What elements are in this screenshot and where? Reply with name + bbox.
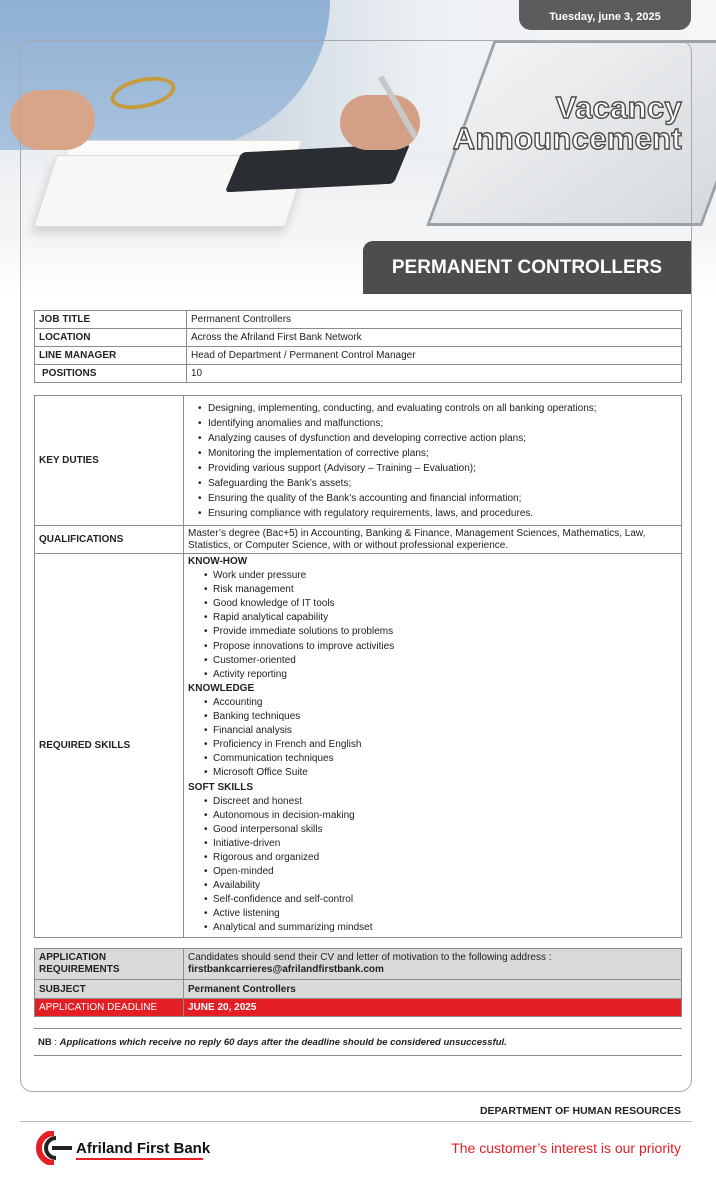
list-item: • Accounting (213, 696, 677, 710)
bank-name: Afriland First Bank (76, 1140, 211, 1157)
table-row (35, 311, 682, 329)
table-row (35, 396, 682, 526)
brand-underline (76, 1158, 203, 1160)
list-item: • Identifying anomalies and malfunctions; (208, 416, 677, 431)
list-item: • Designing, implementing, conducting, and evaluating controls on all banking operations; (208, 401, 677, 416)
list-item: • Good interpersonal skills (213, 823, 677, 837)
table-row (35, 999, 682, 1017)
bank-logo-icon (34, 1131, 74, 1165)
qualifications-label: QUALIFICATIONS (35, 526, 184, 554)
job-banner: PERMANENT CONTROLLERS (363, 241, 691, 294)
row-label: LOCATION (35, 329, 187, 347)
page-title (453, 92, 682, 154)
row-label: LINE MANAGER (35, 347, 187, 365)
list-item: • Rapid analytical capability (213, 611, 677, 625)
list-item: • Proficiency in French and English (213, 738, 677, 752)
list-item: • Good knowledge of IT tools (213, 597, 677, 611)
list-item: • Risk management (213, 583, 677, 597)
knowledge-heading: KNOWLEDGE (188, 682, 255, 694)
list-item: • Provide immediate solutions to problems (213, 625, 677, 639)
list-item: • Autonomous in decision-making (213, 809, 677, 823)
qualifications-text: Master’s degree (Bac+5) in Accounting, Banking & Finance, Management Sciences, Mathematics, Law, Statistics, or Computer Science, with or without professional experience. (184, 526, 682, 554)
list-item: • Active listening (213, 907, 677, 921)
list-item: • Monitoring the implementation of corrective plans; (208, 446, 677, 461)
list-item: • Availability (213, 879, 677, 893)
key-duties-list (188, 401, 677, 521)
list-item: • Ensuring compliance with regulatory requirements, laws, and procedures. (208, 506, 677, 521)
know-how-heading: KNOW-HOW (188, 556, 248, 567)
application-requirements-value (184, 949, 682, 980)
nb-text: Applications which receive no reply 60 days after the deadline should be considered unsuccessful. (59, 1037, 507, 1048)
knowledge-list (188, 696, 677, 781)
list-item: • Safeguarding the Bank’s assets; (208, 476, 677, 491)
list-item: • Providing various support (Advisory – Training – Evaluation); (208, 461, 677, 476)
list-item: • Propose innovations to improve activities (213, 640, 677, 654)
footer-divider (20, 1121, 692, 1122)
row-value: Permanent Controllers (187, 311, 682, 329)
table-row (35, 980, 682, 999)
list-item: • Financial analysis (213, 724, 677, 738)
list-item: • Microsoft Office Suite (213, 766, 677, 780)
row-value: Across the Afriland First Bank Network (187, 329, 682, 347)
application-requirements-label (35, 949, 184, 980)
list-item: • Rigorous and organized (213, 851, 677, 865)
application-table (34, 948, 682, 1017)
list-item: • Work under pressure (213, 569, 677, 583)
list-item: • Activity reporting (213, 668, 677, 682)
label-line: REQUIREMENTS (39, 964, 120, 975)
table-row (35, 365, 682, 383)
list-item: • Customer-oriented (213, 654, 677, 668)
requirements-text: Candidates should send their CV and letter of motivation to the following address : (188, 952, 552, 963)
table-row (35, 526, 682, 554)
soft-skills-heading: SOFT SKILLS (188, 781, 253, 793)
key-duties-label: KEY DUTIES (35, 396, 184, 526)
table-row (35, 949, 682, 980)
date-tab: Tuesday, june 3, 2025 (519, 0, 691, 30)
list-item: • Ensuring the quality of the Bank’s accounting and financial information; (208, 491, 677, 506)
table-row (35, 554, 682, 938)
required-skills-label: REQUIRED SKILLS (35, 554, 184, 938)
title-line-2: Announcement (452, 121, 682, 156)
know-how-list (188, 569, 677, 682)
list-item: • Open-minded (213, 865, 677, 879)
deadline-value: JUNE 20, 2025 (184, 999, 682, 1017)
label-line: APPLICATION (39, 952, 107, 963)
summary-table (34, 310, 682, 383)
nb-note (34, 1028, 682, 1056)
subject-label: SUBJECT (35, 980, 184, 999)
list-item: • Initiative-driven (213, 837, 677, 851)
details-table (34, 395, 682, 938)
key-duties-cell (184, 396, 682, 526)
list-item: • Analyzing causes of dysfunction and developing corrective action plans; (208, 431, 677, 446)
title-line-1: Vacancy (555, 90, 682, 125)
row-value: 10 (187, 365, 682, 383)
nb-label: NB (38, 1037, 52, 1048)
table-row (35, 347, 682, 365)
list-item: • Analytical and summarizing mindset (213, 921, 677, 935)
row-label: POSITIONS (35, 365, 187, 383)
table-row (35, 329, 682, 347)
list-item: • Self-confidence and self-control (213, 893, 677, 907)
required-skills-cell (184, 554, 682, 938)
soft-skills-list (188, 795, 677, 936)
row-value: Head of Department / Permanent Control Manager (187, 347, 682, 365)
subject-value: Permanent Controllers (184, 980, 682, 999)
deadline-label: APPLICATION DEADLINE (35, 999, 184, 1017)
list-item: • Discreet and honest (213, 795, 677, 809)
nb-separator: : (51, 1037, 60, 1048)
list-item: • Banking techniques (213, 710, 677, 724)
row-label: JOB TITLE (35, 311, 187, 329)
department-name: DEPARTMENT OF HUMAN RESOURCES (479, 1105, 681, 1117)
application-email: firstbankcarrieres@afrilandfirstbank.com (188, 964, 384, 975)
slogan: The customer’s interest is our priority (451, 1140, 681, 1156)
list-item: • Communication techniques (213, 752, 677, 766)
